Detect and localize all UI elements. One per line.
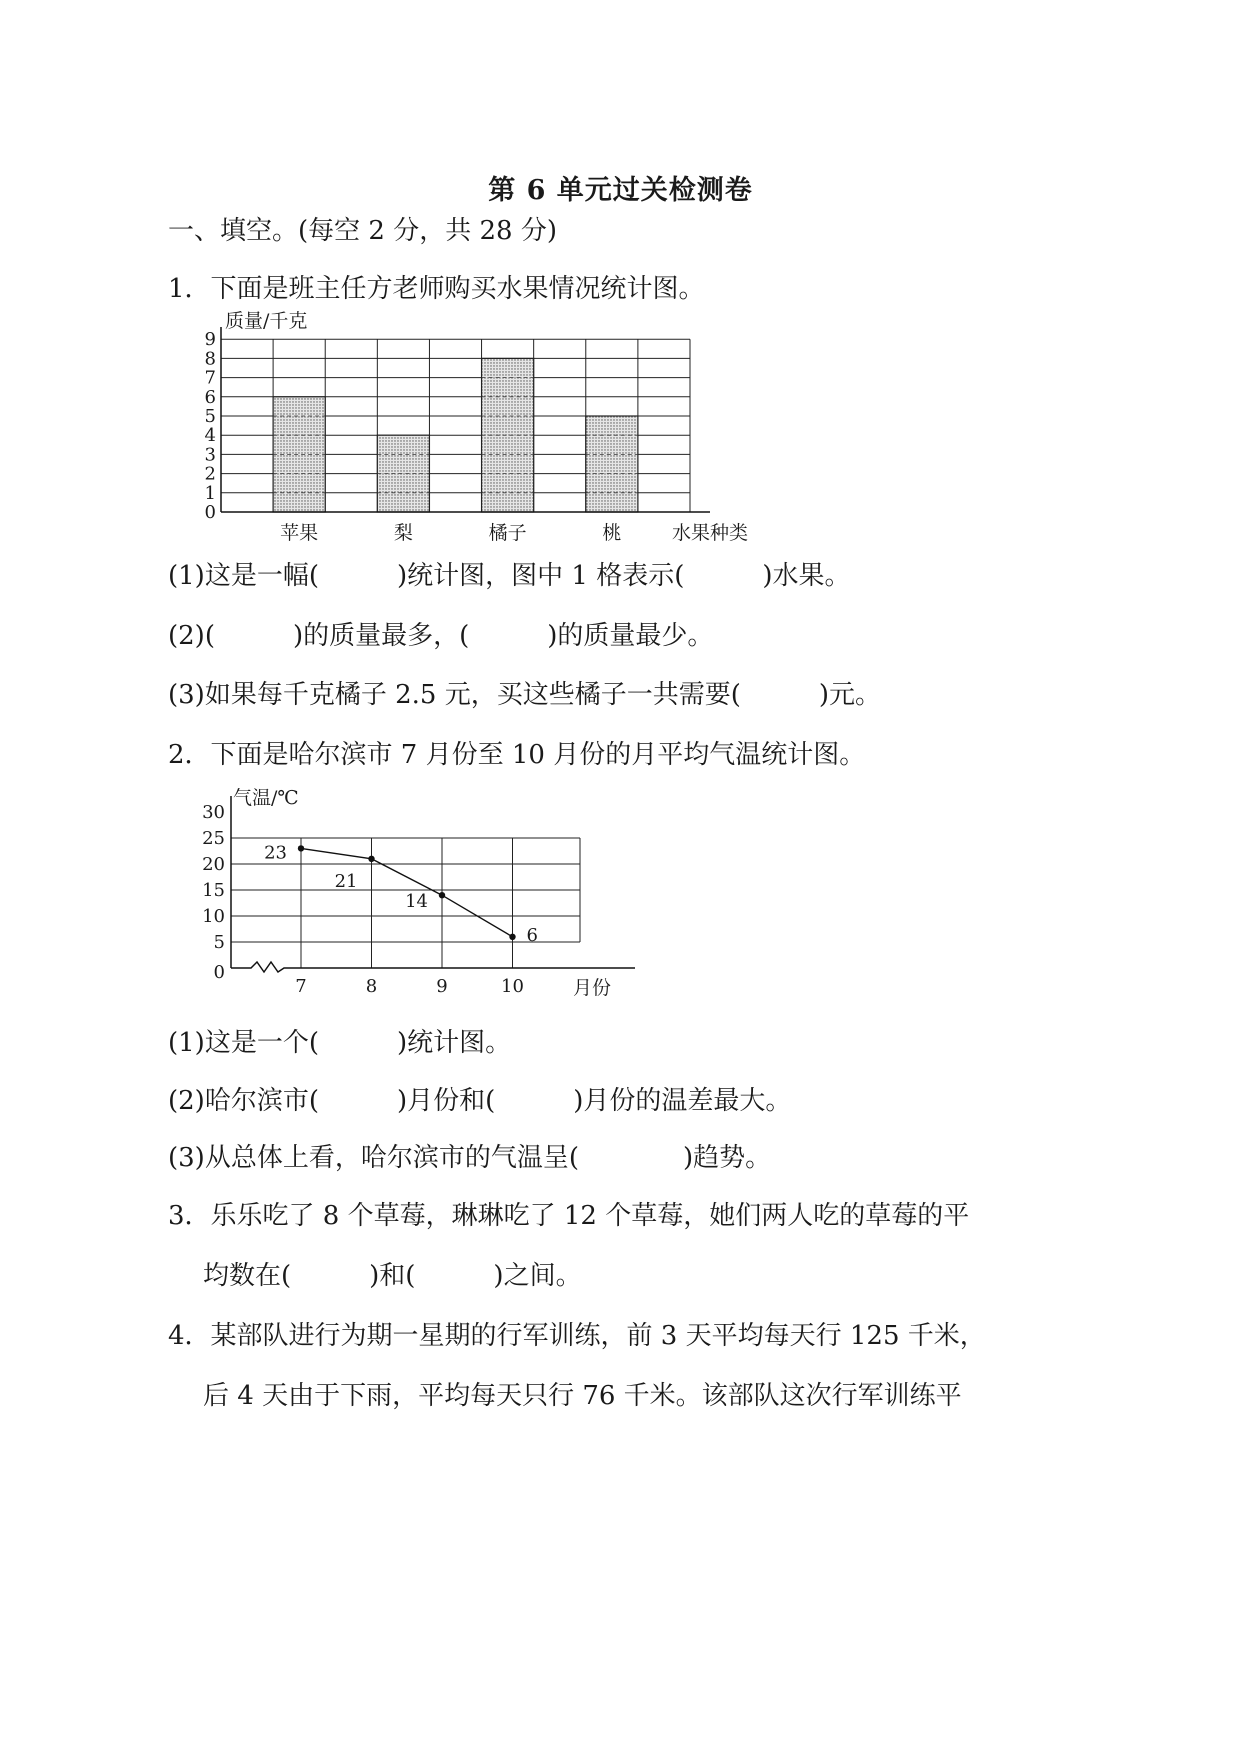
x-tick-label: 桃 [602, 522, 622, 544]
bar-chart [190, 305, 770, 550]
y-tick-label: 5 [204, 406, 216, 427]
y-tick-label: 4 [204, 425, 216, 447]
x-tick-label: 8 [365, 976, 378, 997]
question-2-stem: 2．下面是哈尔滨市 7 月份至 10 月份的月平均气温统计图。 [168, 740, 866, 770]
question-3-line1: 3．乐乐吃了 8 个草莓，琳琳吃了 12 个草莓，她们两人吃的草莓的平 [168, 1201, 970, 1231]
data-label: 6 [526, 924, 538, 946]
y-tick-label: 9 [204, 329, 216, 351]
data-label: 21 [334, 870, 358, 892]
y-tick-label: 15 [202, 880, 225, 901]
y-tick-label: 10 [202, 906, 225, 927]
question-1-stem: 1．下面是班主任方老师购买水果情况统计图。 [168, 274, 705, 304]
y-tick-label: 3 [204, 444, 216, 466]
data-point [298, 845, 304, 851]
question-3-line2: 均数在( )和( )之间。 [203, 1261, 582, 1291]
y-tick-label: 7 [204, 367, 216, 389]
data-label: 14 [405, 891, 428, 913]
data-point [509, 934, 515, 940]
data-label: 23 [264, 842, 287, 864]
question-2-sub1: (1)这是一个( )统计图。 [168, 1028, 512, 1058]
question-2-sub3: (3)从总体上看，哈尔滨市的气温呈( )趋势。 [168, 1143, 772, 1173]
x-tick-label: 苹果 [280, 522, 319, 544]
y-tick-label: 1 [204, 482, 216, 504]
y-tick-label: 30 [202, 802, 225, 823]
question-1-sub2: (2)( )的质量最多，( )的质量最少。 [168, 621, 714, 651]
question-4-line1: 4．某部队进行为期一星期的行军训练，前 3 天平均每天行 125 千米， [168, 1321, 986, 1351]
y-tick-label: 8 [204, 348, 216, 370]
question-2-sub2: (2)哈尔滨市( )月份和( )月份的温差最大。 [168, 1086, 792, 1116]
x-tick-label: 橘子 [488, 522, 527, 544]
y-tick-label: 25 [202, 828, 225, 849]
x-tick-label: 9 [436, 976, 448, 997]
question-1-sub3: (3)如果每千克橘子 2.5 元，买这些橘子一共需要( )元。 [168, 680, 881, 710]
x-axis-label: 水果种类 [672, 522, 749, 544]
y-tick-label: 20 [202, 854, 225, 875]
y-tick-label: 6 [204, 386, 216, 408]
x-axis [231, 962, 635, 972]
section-heading: 一、填空。(每空 2 分，共 28 分) [168, 216, 557, 246]
data-point [368, 856, 374, 862]
y-tick-label: 5 [213, 932, 225, 953]
y-axis-label: 质量/千克 [225, 310, 308, 332]
y-tick-label: 0 [213, 962, 225, 983]
question-4-line2: 后 4 天由于下雨，平均每天只行 76 千米。该部队这次行军训练平 [203, 1381, 962, 1411]
y-tick-label: 0 [204, 502, 216, 523]
y-tick-label: 2 [204, 463, 216, 485]
x-tick-label: 7 [295, 976, 307, 997]
page-title: 第 6 单元过关检测卷 [488, 175, 753, 206]
x-tick-label: 梨 [393, 522, 413, 544]
bar [586, 416, 638, 512]
x-axis-label: 月份 [573, 977, 612, 999]
y-axis-label: 气温/℃ [233, 787, 299, 809]
question-1-sub1: (1)这是一幅( )统计图，图中 1 格表示( )水果。 [168, 561, 851, 591]
data-point [439, 892, 445, 898]
line-chart [190, 778, 650, 1003]
x-tick-label: 10 [501, 976, 524, 997]
